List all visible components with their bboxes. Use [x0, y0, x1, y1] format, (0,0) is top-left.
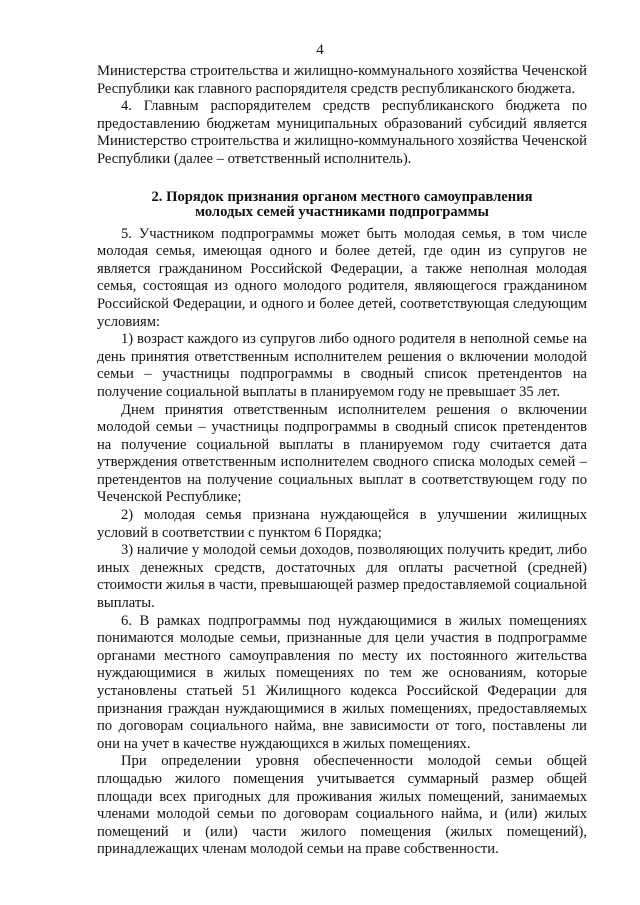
- section-heading-line-2: молодых семей участниками подпрограммы: [195, 203, 489, 220]
- paragraph-5-condition-3: 3) наличие у молодой семьи доходов, позволяющих получить кредит, либо иных денежных средств, достаточных для оплаты расчетной (средней) стоимости жилья в части, превышающей размер предоставляемой социальной выплаты.: [97, 542, 587, 612]
- paragraph-5-condition-2: 2) молодая семья признана нуждающейся в улучшении жилищных условий в соответствии с пунктом 6 Порядка;: [97, 507, 587, 541]
- document-body: [97, 63, 587, 859]
- section-heading: [97, 190, 587, 220]
- paragraph-6: 6. В рамках подпрограммы под нуждающимися в жилых помещениях понимаются молодые семьи, признанные для цели участия в подпрограмме органами местного самоуправления по месту их постоянного жительства нуждающимися в жилых помещениях по тем же основаниям, которые установлены статьей 51 Жилищного кодекса Российской Федерации для признания граждан нуждающимися в жилых помещениях, предоставляемых по договорам социального найма, вне зависимости от того, поставлены ли они на учет в качестве нуждающихся в жилых помещениях.: [97, 612, 587, 752]
- paragraph-5: 5. Участником подпрограммы может быть молодая семья, в том числе молодая семья, имеющая одного и более детей, где один из супругов не является гражданином Российской Федерации, а также неполная молодая семья, состоящая из одного молодого родителя, являющегося гражданином Российской Федерации, и одного и более детей, соответствующая следующим условиям:: [97, 225, 587, 330]
- page-number: 4: [316, 42, 324, 58]
- section-heading-line-1: 2. Порядок признания органом местного самоуправления: [151, 188, 533, 205]
- paragraph-decision-date: Днем принятия ответственным исполнителем решения о включении молодой семьи – участницы подпрограммы в сводный список претендентов на получение социальной выплаты в планируемом году считается дата утверждения ответственным исполнителем сводного списка молодых семей – претендентов на получение социальных выплат в соответствующем году по Чеченской Республике;: [97, 401, 587, 506]
- paragraph-5-condition-1: 1) возраст каждого из супругов либо одного родителя в неполной семье на день принятия ответственным исполнителем решения о включении молодой семьи – участницы подпрограммы в сводный список претендентов на получение социальной выплаты в планируемом году не превышает 35 лет.: [97, 331, 587, 400]
- paragraph-housing-area: При определении уровня обеспеченности молодой семьи общей площадью жилого помещения учитывается суммарный размер общей площади всех пригодных для проживания жилых помещений, занимаемых членами молодой семьи по договорам социального найма, и (или) жилых помещений и (или) части жилого помещения (жилых помещений), принадлежащих членам молодой семьи на праве собственности.: [97, 753, 587, 858]
- paragraph-4: 4. Главным распорядителем средств республиканского бюджета по предоставлению бюджетам муниципальных образований субсидий является Министерство строительства и жилищно-коммунального хозяйства Чеченской Республики (далее – ответственный исполнитель).: [97, 98, 587, 167]
- paragraph-ministry-continuation: Министерства строительства и жилищно-коммунального хозяйства Чеченской Республики как главного распорядителя средств республиканского бюджета.: [97, 63, 587, 97]
